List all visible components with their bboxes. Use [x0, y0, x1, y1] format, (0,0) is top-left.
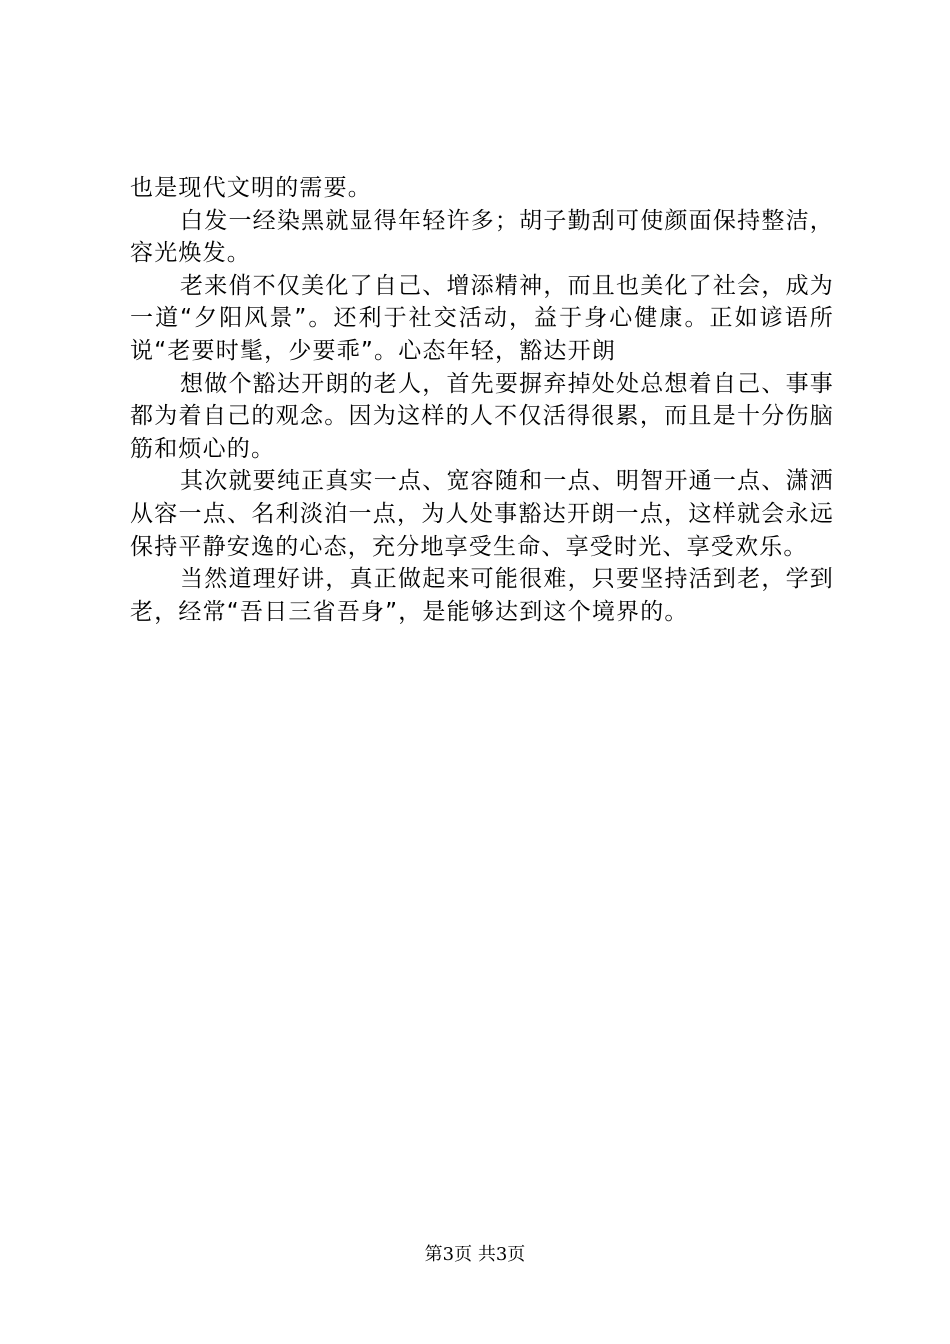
paragraph-5: 其次就要纯正真实一点、宽容随和一点、明智开通一点、潇洒从容一点、名利淡泊一点，为人处事豁达开朗一点，这样就会永远保持平静安逸的心态，充分地享受生命、享受时光、享受欢乐。 [130, 468, 834, 560]
paragraph-1: 也是现代文明的需要。 [130, 175, 372, 201]
paragraph-6: 当然道理好讲，真正做起来可能很难，只要坚持活到老，学到老，经常“吾日三省吾身”，是能够达到这个境界的。 [130, 566, 834, 625]
document-body [130, 172, 834, 628]
paragraph-4: 想做个豁达开朗的老人，首先要摒弃掉处处总想着自己、事事都为着自己的观念。因为这样的人不仅活得很累，而且是十分伤脑筋和烦心的。 [130, 370, 834, 462]
paragraph-3: 老来俏不仅美化了自己、增添精神，而且也美化了社会，成为一道“夕阳风景”。还利于社交活动，益于身心健康。正如谚语所说“老要时髦，少要乖”。心态年轻，豁达开朗 [130, 272, 834, 364]
paragraph-2: 白发一经染黑就显得年轻许多；胡子勤刮可使颜面保持整洁，容光焕发。 [130, 207, 834, 267]
page-footer: 第3页 共3页 [424, 1244, 526, 1265]
